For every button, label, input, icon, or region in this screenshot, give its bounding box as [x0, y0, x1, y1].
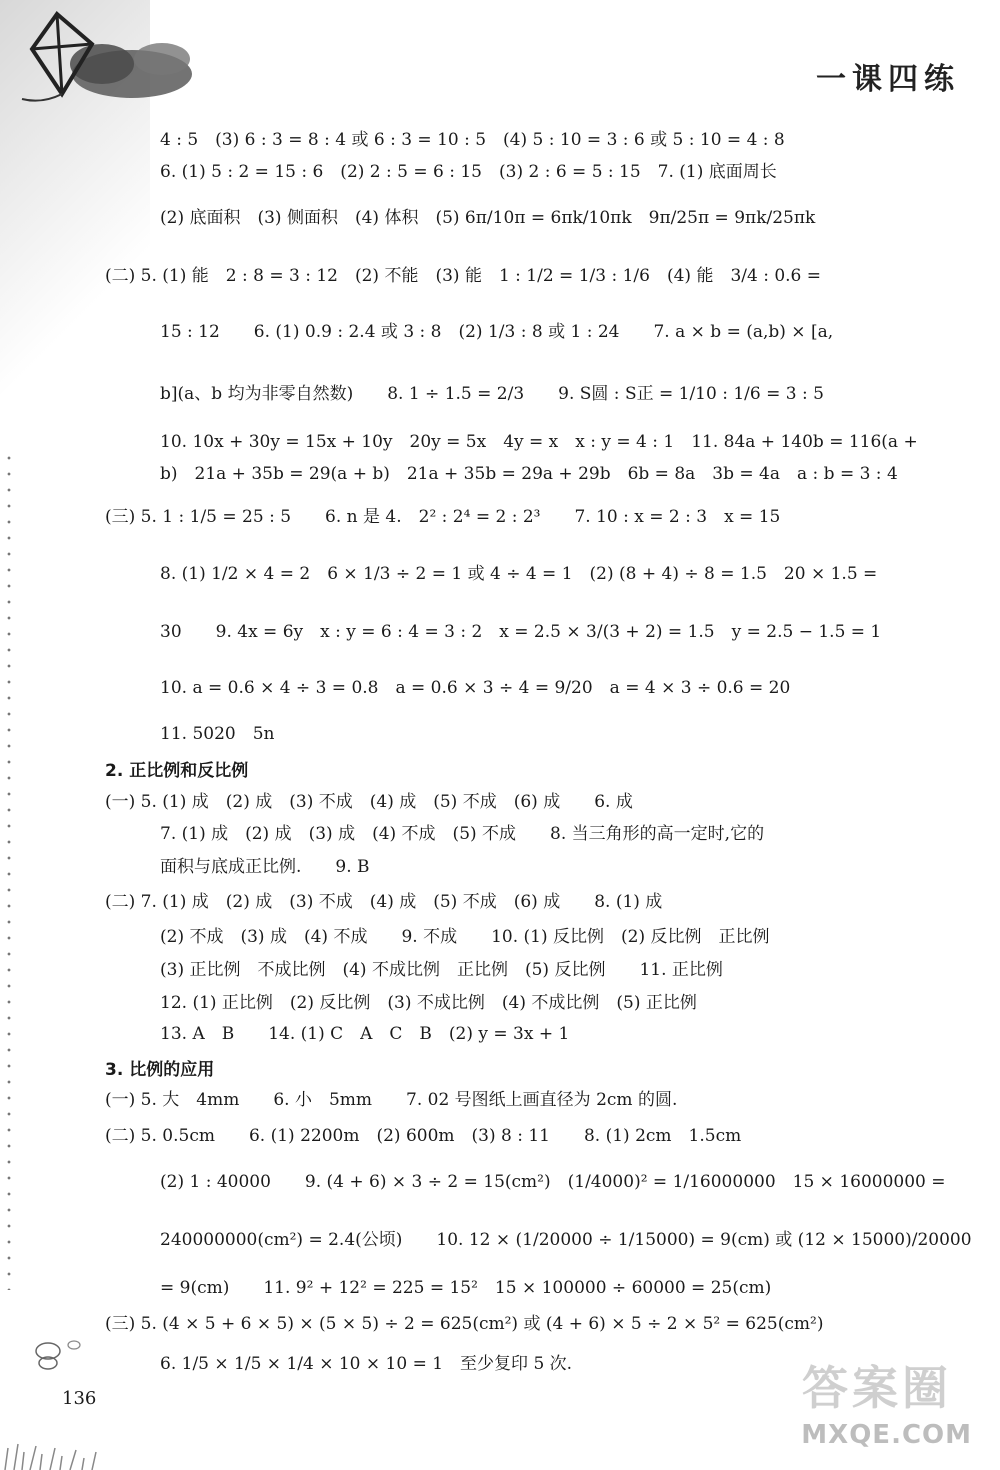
answer-line-l24: (一) 5. 大 4mm 6. 小 5mm 7. 02 号图纸上画直径为 2cm 的圆.: [105, 1090, 678, 1110]
answer-line-l30: 6. 1/5 × 1/5 × 1/4 × 10 × 10 = 1 至少复印 5 次.: [160, 1354, 573, 1374]
grass-decoration-icon: [0, 1438, 110, 1470]
answer-line-l03: (2) 底面积 (3) 侧面积 (4) 体积 (5) 6π/10π = 6πk/10πk 9π/25π = 9πk/25πk: [160, 208, 816, 228]
butterfly-icon: [30, 1335, 90, 1375]
answer-line-l11: 30 9. 4x = 6y x : y = 6 : 4 = 3 : 2 x = 2.5 × 3/(3 + 2) = 1.5 y = 2.5 − 1.5 = 1: [160, 622, 882, 642]
answer-line-l21: 12. (1) 正比例 (2) 反比例 (3) 不成比例 (4) 不成比例 (5) 正比例: [160, 993, 697, 1013]
answer-line-l25: (二) 5. 0.5cm 6. (1) 2200m (2) 600m (3) 8 : 11 8. (1) 2cm 1.5cm: [105, 1126, 742, 1146]
answer-line-l12: 10. a = 0.6 × 4 ÷ 3 = 0.8 a = 0.6 × 3 ÷ 4 = 9/20 a = 4 × 3 ÷ 0.6 = 20: [160, 678, 791, 698]
answer-line-l18: (二) 7. (1) 成 (2) 成 (3) 不成 (4) 成 (5) 不成 (6) 成 8. (1) 成: [105, 892, 663, 912]
answer-line-l02: 6. (1) 5 : 2 = 15 : 6 (2) 2 : 5 = 6 : 15 (3) 2 : 6 = 5 : 15 7. (1) 底面周长: [160, 162, 777, 182]
answer-line-l08: b) 21a + 35b = 29(a + b) 21a + 35b = 29a + 29b 6b = 8a 3b = 4a a : b = 3 : 4: [160, 464, 898, 484]
answer-line-l05: 15 : 12 6. (1) 0.9 : 2.4 或 3 : 8 (2) 1/3 : 8 或 1 : 24 7. a × b = (a,b) × [a,: [160, 322, 834, 342]
margin-dots: [6, 450, 12, 1290]
answer-line-l04: (二) 5. (1) 能 2 : 8 = 3 : 12 (2) 不能 (3) 能 1 : 1/2 = 1/3 : 1/6 (4) 能 3/4 : 0.6 =: [105, 266, 822, 286]
section-heading-s1: 2. 正比例和反比例: [105, 761, 249, 781]
watermark-main: 答案圈: [802, 1361, 952, 1415]
answer-line-l20: (3) 正比例 不成比例 (4) 不成比例 正比例 (5) 反比例 11. 正比例: [160, 960, 723, 980]
answer-line-l22: 13. A B 14. (1) C A C B (2) y = 3x + 1: [160, 1024, 570, 1044]
answer-line-l17: 面积与底成正比例. 9. B: [160, 857, 370, 877]
section-heading-s2: 3. 比例的应用: [105, 1060, 215, 1080]
answer-line-l06: b](a、b 均为非零自然数) 8. 1 ÷ 1.5 = 2/3 9. S圆 : S正 = 1/10 : 1/6 = 3 : 5: [160, 384, 824, 404]
answer-line-l28: = 9(cm) 11. 9² + 12² = 225 = 15² 15 × 100000 ÷ 60000 = 25(cm): [160, 1278, 772, 1298]
answer-line-l07: 10. 10x + 30y = 15x + 10y 20y = 5x 4y = x x : y = 4 : 1 11. 84a + 140b = 116(a +: [160, 432, 918, 452]
answer-line-l16: 7. (1) 成 (2) 成 (3) 成 (4) 不成 (5) 不成 8. 当三角形的高一定时,它的: [160, 824, 765, 844]
answer-line-l27: 240000000(cm²) = 2.4(公顷) 10. 12 × (1/20000 ÷ 1/15000) = 9(cm) 或 (12 × 15000)/20000: [160, 1230, 972, 1250]
page-number: 136: [62, 1388, 97, 1409]
watermark: [742, 1360, 992, 1460]
answer-line-l26: (2) 1 : 40000 9. (4 + 6) × 3 ÷ 2 = 15(cm²) (1/4000)² = 1/16000000 15 × 16000000 =: [160, 1172, 946, 1192]
kite-cloud-icon: [12, 4, 202, 114]
answer-line-l13: 11. 5020 5n: [160, 724, 275, 744]
answer-line-l09: (三) 5. 1 : 1/5 = 25 : 5 6. n 是 4. 2² : 2⁴ = 2 : 2³ 7. 10 : x = 2 : 3 x = 15: [105, 507, 781, 527]
answer-line-l10: 8. (1) 1/2 × 4 = 2 6 × 1/3 ÷ 2 = 1 或 4 ÷ 4 = 1 (2) (8 + 4) ÷ 8 = 1.5 20 × 1.5 =: [160, 564, 878, 584]
answer-line-l19: (2) 不成 (3) 成 (4) 不成 9. 不成 10. (1) 反比例 (2) 反比例 正比例: [160, 927, 770, 947]
watermark-url: MXQE.COM: [801, 1420, 972, 1450]
answer-line-l15: (一) 5. (1) 成 (2) 成 (3) 不成 (4) 成 (5) 不成 (6) 成 6. 成: [105, 792, 633, 812]
header-title: 一课四练: [816, 62, 960, 97]
answer-line-l29: (三) 5. (4 × 5 + 6 × 5) × (5 × 5) ÷ 2 = 625(cm²) 或 (4 + 6) × 5 ÷ 2 × 5² = 625(cm²): [105, 1314, 824, 1334]
answer-line-l01: 4 : 5 (3) 6 : 3 = 8 : 4 或 6 : 3 = 10 : 5 (4) 5 : 10 = 3 : 6 或 5 : 10 = 4 : 8: [160, 130, 785, 150]
